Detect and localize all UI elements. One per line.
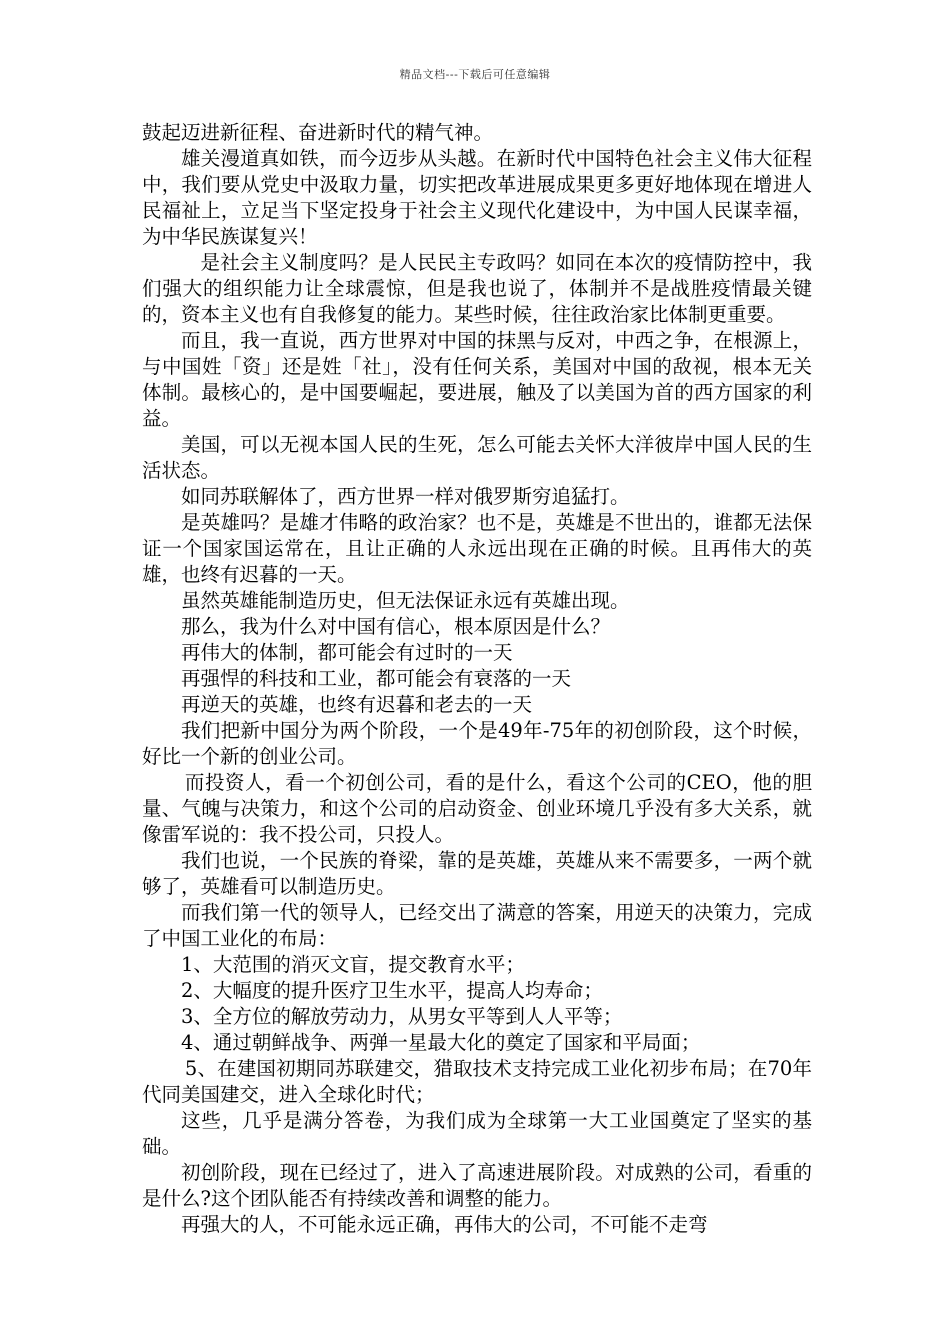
paragraph: 再逆天的英雄，也终有迟暮和老去的一天 xyxy=(181,693,533,716)
paragraph: 而投资人，看一个初创公司，看的是什么，看这个公司的CEO，他的胆量、气魄与决策力，和这个公司的启动资金、创业环境几乎没有多大关系，就像雷军说的：我不投公司，只投人。 xyxy=(142,771,812,846)
paragraph: 4、通过朝鲜战争、两弹一星最大化的奠定了国家和平局面； xyxy=(181,1031,701,1054)
paragraph: 我们也说，一个民族的脊梁，靠的是英雄，英雄从来不需要多，一两个就够了，英雄看可以制造历史。 xyxy=(142,849,812,898)
paragraph: 初创阶段，现在已经过了，进入了高速进展阶段。对成熟的公司，看重的是什么?这个团队能否有持续改善和调整的能力。 xyxy=(142,1161,812,1210)
page-header: 精品文档---下载后可任意编辑 xyxy=(399,68,551,81)
paragraph: 再伟大的体制，都可能会有过时的一天 xyxy=(181,641,513,664)
paragraph: 再强悍的科技和工业，都可能会有衰落的一天 xyxy=(181,667,572,690)
paragraph: 再强大的人，不可能永远正确，再伟大的公司，不可能不走弯 xyxy=(181,1213,708,1236)
paragraph: 如同苏联解体了，西方世界一样对俄罗斯穷追猛打。 xyxy=(181,485,630,508)
paragraph: 是英雄吗？是雄才伟略的政治家？也不是，英雄是不世出的，谁都无法保证一个国家国运常在，且让正确的人永远出现在正确的时候。且再伟大的英雄，也终有迟暮的一天。 xyxy=(142,511,812,586)
paragraph: 1、大范围的消灭文盲，提交教育水平； xyxy=(181,953,525,976)
paragraph: 鼓起迈进新征程、奋进新时代的精气神。 xyxy=(142,121,494,144)
paragraph: 雄关漫道真如铁，而今迈步从头越。在新时代中国特色社会主义伟大征程中，我们要从党史中汲取力量，切实把改革进展成果更多更好地体现在增进人民福祉上，立足当下坚定投身于社会主义现代化建设中，为中国人民谋幸福，为中华民族谋复兴！ xyxy=(142,147,812,248)
paragraph: 而且，我一直说，西方世界对中国的抹黑与反对，中西之争，在根源上，与中国姓「资」还是姓「社」，没有任何关系，美国对中国的敌视，根本无关体制。最核心的，是中国要崛起，要进展，触及了以美国为首的西方国家的利益。 xyxy=(142,329,812,430)
paragraph: 美国，可以无视本国人民的生死，怎么可能去关怀大洋彼岸中国人民的生活状态。 xyxy=(142,433,812,482)
paragraph: 而我们第一代的领导人，已经交出了满意的答案，用逆天的决策力，完成了中国工业化的布局： xyxy=(142,901,812,950)
paragraph: 3、全方位的解放劳动力，从男女平等到人人平等； xyxy=(181,1005,623,1028)
paragraph: 虽然英雄能制造历史，但无法保证永远有英雄出现。 xyxy=(181,589,630,612)
paragraph: 我们把新中国分为两个阶段，一个是49年-75年的初创阶段，这个时候，好比一个新的创业公司。 xyxy=(142,719,812,768)
document-body xyxy=(142,120,812,1238)
paragraph: 5、在建国初期同苏联建交，猎取技术支持完成工业化初步布局；在70年代同美国建交，进入全球化时代； xyxy=(142,1057,812,1106)
paragraph: 这些，几乎是满分答卷，为我们成为全球第一大工业国奠定了坚实的基础。 xyxy=(142,1109,812,1158)
paragraph: 2、大幅度的提升医疗卫生水平，提高人均寿命； xyxy=(181,979,603,1002)
paragraph: 那么，我为什么对中国有信心，根本原因是什么？ xyxy=(181,615,611,638)
paragraph: 是社会主义制度吗？是人民民主专政吗？如同在本次的疫情防控中，我们强大的组织能力让全球震惊，但是我也说了，体制并不是战胜疫情最关键的，资本主义也有自我修复的能力。某些时候，往往政治家比体制更重要。 xyxy=(142,251,812,326)
